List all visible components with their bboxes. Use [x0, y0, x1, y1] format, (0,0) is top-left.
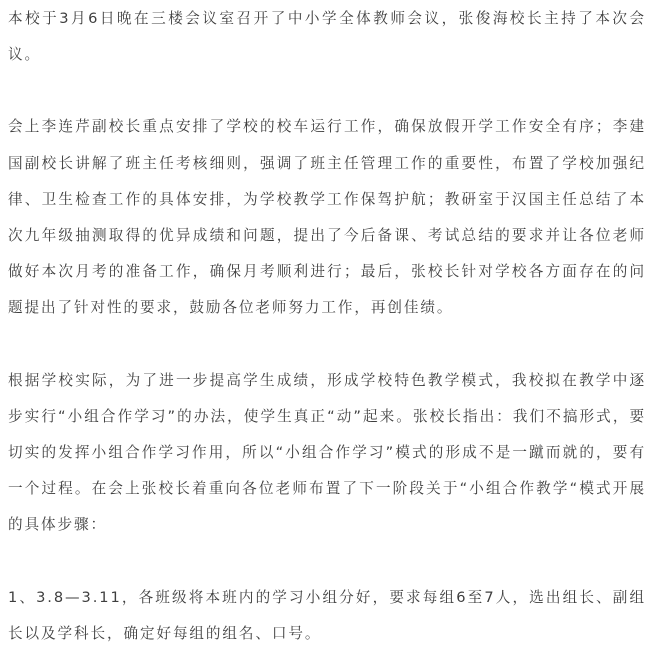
- paragraph-spacer: [8, 544, 646, 580]
- paragraph-step-one: 1、3.8—3.11，各班级将本班内的学习小组分好，要求每组6至7人，选出组长、副组长以及学科长，确定好每组的组名、口号。: [8, 588, 646, 642]
- paragraph-spacer: [8, 327, 646, 363]
- paragraph-meeting-intro: 本校于3月6日晚在三楼会议室召开了中小学全体教师会议，张俊海校长主持了本次会议。: [8, 10, 646, 64]
- paragraph-meeting-arrangements: 会上李连芹副校长重点安排了学校的校车运行工作，确保放假开学工作安全有序；李建国副校长讲解了班主任考核细则，强调了班主任管理工作的重要性，布置了学校加强纪律、卫生检查工作的具体安排，为学校教学工作保驾护航；教研室于汉国主任总结了本次九年级抽测取得的优异成绩和问题，提出了今后备课、考试总结的要求并让各位老师做好本次月考的准备工作，确保月考顺利进行；最后，张校长针对学校各方面存在的问题提出了针对性的要求，鼓励各位老师努力工作，再创佳绩。: [8, 118, 646, 317]
- paragraph-group-cooperation-learning: 根据学校实际，为了进一步提高学生成绩，形成学校特色教学模式，我校拟在教学中逐步实行“小组合作学习”的办法，使学生真正“动”起来。张校长指出：我们不搞形式，要切实的发挥小组合作学习作用，所以“小组合作学习”模式的形成不是一蹴而就的，要有一个过程。在会上张校长着重向各位老师布置了下一阶段关于“小组合作教学“模式开展的具体步骤：: [8, 371, 646, 534]
- paragraph-spacer: [8, 73, 646, 109]
